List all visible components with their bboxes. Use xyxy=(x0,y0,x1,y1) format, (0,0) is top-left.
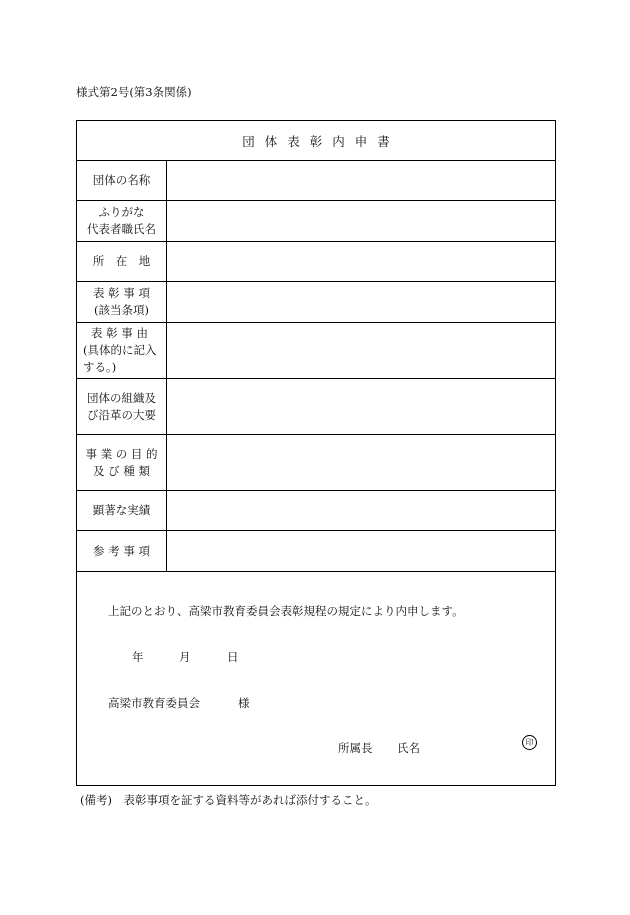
label-award-reason xyxy=(77,323,167,378)
label-line: 団体の名称 xyxy=(92,173,151,187)
form-number: 様式第2号(第3条関係) xyxy=(76,85,192,99)
addressee-name: 高梁市教育委員会 xyxy=(108,696,200,710)
value-business-purpose[interactable] xyxy=(167,435,555,490)
date-year: 年 xyxy=(132,650,144,664)
label-organization-history xyxy=(77,379,167,434)
label-line: (該当条項) xyxy=(94,303,149,317)
value-reference[interactable] xyxy=(167,531,555,571)
form-row xyxy=(77,323,555,379)
label-address xyxy=(77,242,167,281)
label-line: 団体の組織及 xyxy=(87,390,156,405)
signature-name-label: 氏名 xyxy=(397,741,420,755)
value-group-name[interactable] xyxy=(167,161,555,200)
label-line: 事 業 の 目 的 xyxy=(85,446,158,461)
label-line: ふりがな xyxy=(98,205,145,219)
value-award-item[interactable] xyxy=(167,282,555,322)
label-award-item xyxy=(77,282,167,322)
form-row xyxy=(77,282,555,323)
form-row xyxy=(77,242,555,282)
form-row xyxy=(77,201,555,242)
value-address[interactable] xyxy=(167,242,555,281)
label-group-name xyxy=(77,161,167,200)
form-row xyxy=(77,379,555,435)
label-line: 参 考 事 項 xyxy=(93,543,150,558)
date-day: 日 xyxy=(227,650,239,664)
label-achievements xyxy=(77,491,167,530)
label-line: 代表者職氏名 xyxy=(87,222,156,236)
title-row xyxy=(77,121,555,161)
label-representative xyxy=(77,201,167,241)
seal-mark: 印 xyxy=(522,735,537,750)
statement-area xyxy=(77,572,555,785)
label-line: (具体的に記入 xyxy=(83,343,157,357)
statement-text: 上記のとおり、高梁市教育委員会表彰規程の規定により内申します。 xyxy=(108,604,464,618)
label-line: する。) xyxy=(83,360,117,374)
value-achievements[interactable] xyxy=(167,491,555,530)
label-line: 表 彰 事 項 xyxy=(93,286,150,300)
label-reference xyxy=(77,531,167,571)
date-month: 月 xyxy=(179,650,191,664)
label-business-purpose xyxy=(77,435,167,490)
addressee-honorific: 様 xyxy=(238,696,250,710)
signature-position-label: 所属長 xyxy=(338,741,373,755)
application-form xyxy=(76,120,556,786)
value-award-reason[interactable] xyxy=(167,323,555,378)
form-row xyxy=(77,161,555,201)
label-line: 顕著な実績 xyxy=(92,503,151,517)
footnote: (備考) 表彰事項を証する資料等があれば添付すること。 xyxy=(80,793,377,807)
label-line: 表 彰 事 由 xyxy=(91,326,148,340)
form-row xyxy=(77,491,555,531)
label-line: 所 在 地 xyxy=(92,254,151,268)
form-title: 団体表彰内申書 xyxy=(242,133,400,149)
label-line: び沿革の大要 xyxy=(87,407,156,422)
form-row xyxy=(77,435,555,491)
label-line: 及 び 種 類 xyxy=(93,463,150,478)
form-row xyxy=(77,531,555,572)
value-organization-history[interactable] xyxy=(167,379,555,434)
value-representative[interactable] xyxy=(167,201,555,241)
